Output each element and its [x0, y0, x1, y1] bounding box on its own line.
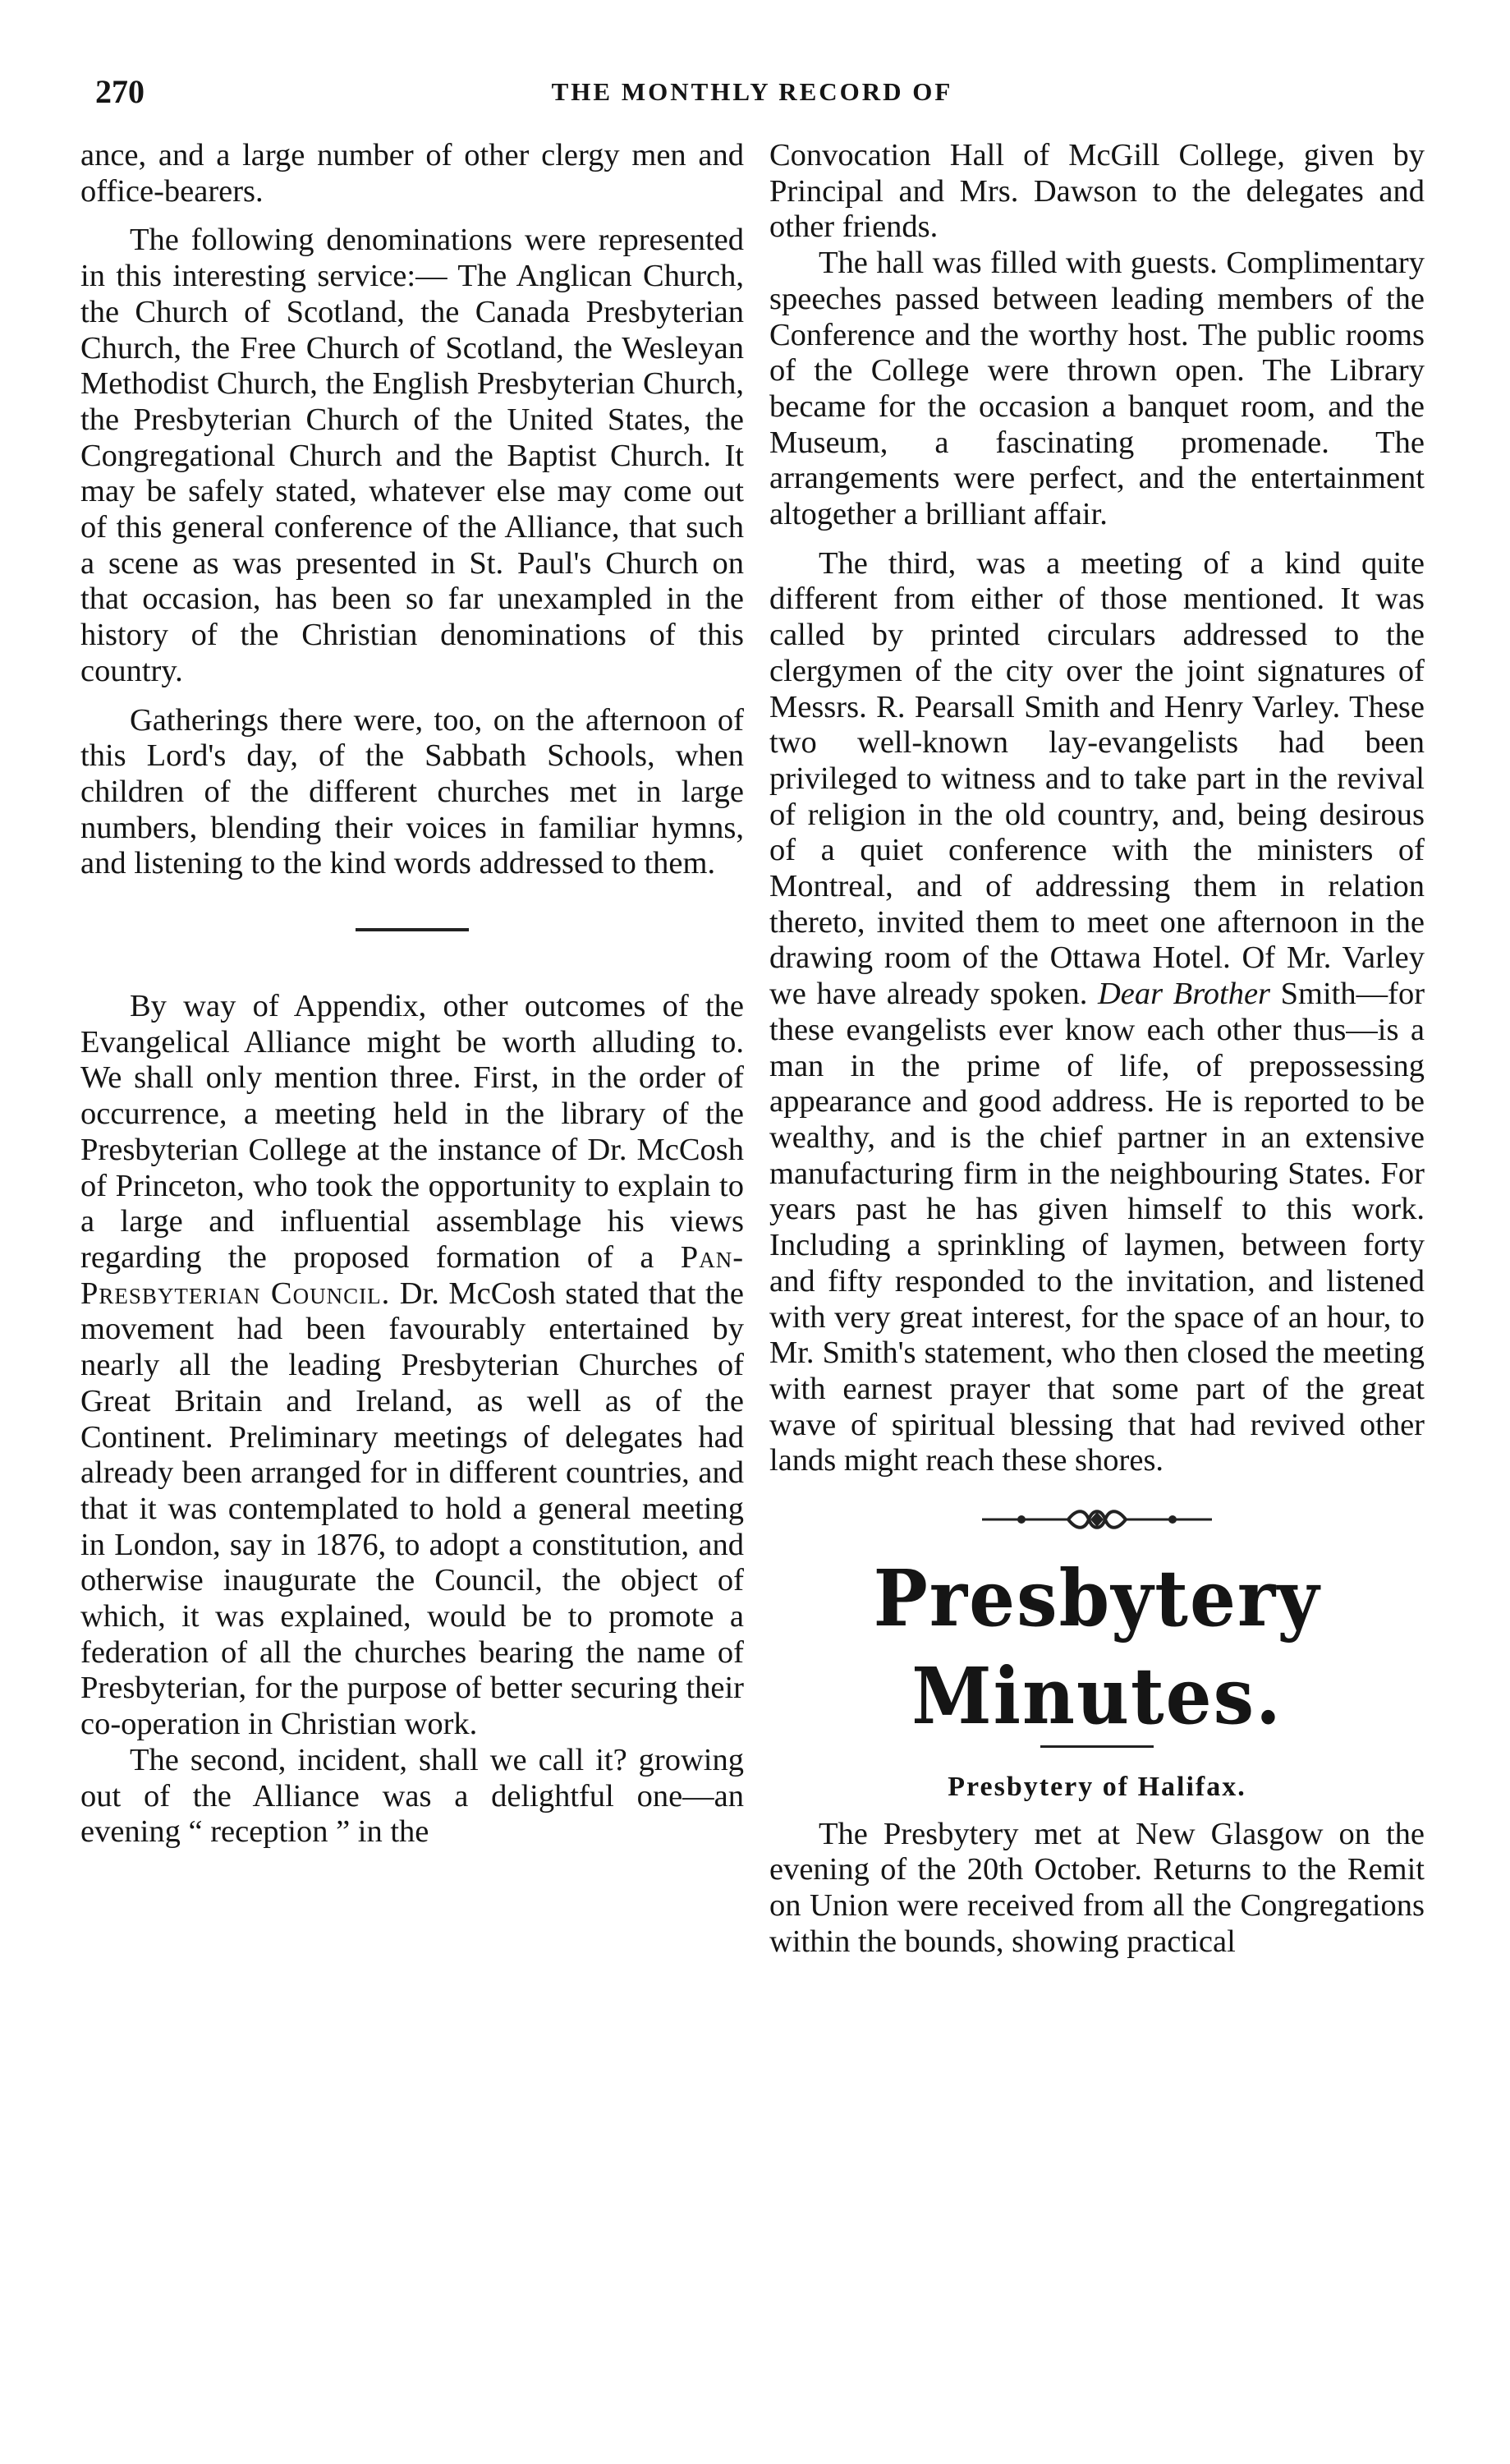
paragraph: Gatherings there were, too, on the afternoon of this Lord's day, of the Sabbath Schools, when children of the different churches met in large numbers, blending their voices in familiar hymns, and listening to the kind words addressed to them. — [80, 702, 744, 881]
paragraph: The following denominations were represented in this interesting service:— The Anglican Church, the Church of Scotland, the Canada Presbyterian Church, the Free Church of Scotland, the Wesleyan Methodist Church, the English Presbyterian Church, the Presbyterian Church of the United States, the Congregational Church and the Baptist Church. It may be safely stated, whatever else may come out of this general conference of the Alliance, that such a scene as was presented in St. Paul's Church on that occasion, has been so far unexampled in the history of the Christian denominations of this country. — [80, 223, 744, 688]
paragraph — [769, 546, 1425, 1479]
paragraph: The second, incident, shall we call it? growing out of the Alliance was a delightful one—an evening “ reception ” in the — [80, 1742, 744, 1850]
left-column — [80, 138, 744, 1850]
paragraph-text: Dr. McCosh stated that the movement had been favourably entertained by nearly all the leading Presbyterian Churches of Great Britain and Ireland, as well as of the Continent. Preliminary meetings of delegates had already been arranged for in different countries, and that it was contemplated to hold a general meeting in London, say in 1876, to adopt a constitution, and otherwise inaugurate the Council, the object of which, it was explained, would be to promote a federation of all the churches bearing the name of Presbyterian, for the purpose of better securing their co-operation in Christian work. — [80, 1276, 744, 1742]
paragraph: ance, and a large number of other clergy men and office-bearers. — [80, 138, 744, 209]
section-title: Presbytery Minutes. — [873, 1551, 1321, 1742]
page-header — [79, 72, 1425, 113]
paragraph-text: By way of Appendix, other outcomes of the Evangelical Alliance might be worth alluding to. We shall only mention three. First, in the order of occurrence, a meeting held in the library of the Presbyterian College at the instance of Dr. McCosh of Princeton, who took the opportunity to explain to a large and influential assemblage his views regarding the proposed formation of a — [80, 989, 744, 1275]
running-head: THE MONTHLY RECORD OF — [551, 77, 953, 106]
sub-title: Presbytery of Halifax. — [948, 1772, 1246, 1803]
paragraph: The hall was filled with guests. Complimentary speeches passed between leading members of the Conference and the worthy host. The public rooms of the College were thrown open. The Library became for the occasion a banquet room, and the Museum, a fascinating promenade. The arrangements were perfect, and the entertainment altogether a brilliant affair. — [769, 246, 1425, 532]
paragraph-text: Smith—for these evangelists ever know each other thus—is a man in the prime of life, of prepossessing appearance and good address. He is reported to be wealthy, and is the chief partner in an extensive manufacturing firm in the neighbouring States. For years past he has given himself to this work. Including a sprinkling of laymen, between forty and fifty responded to the invitation, and listened with very great interest, for the space of an hour, to Mr. Smith's statement, who then closed the meeting with earnest prayer that some part of the great wave of spiritual blessing that had revived other lands might reach these shores. — [769, 977, 1425, 1478]
title-rule — [1040, 1745, 1154, 1748]
right-column — [769, 138, 1425, 1961]
paragraph-text: The third, was a meeting of a kind quite different from either of those mentioned. It was called by printed circulars addressed to the clergymen of the city over the joint signatures of Messrs. R. Pearsall Smith and Henry Varley. These two well-known lay-evangelists had been privileged to witness and to take part in the revival of religion in the old country, and, being desirous of a quiet conference with the ministers of Montreal, and of addressing them in relation thereto, invited them to meet one afternoon in the drawing room of the Ottawa Hotel. Of Mr. Varley we have already spoken. — [769, 545, 1425, 1012]
council-name: Pan-Presbyterian Council. — [80, 1239, 745, 1311]
italic-text: Dear Brother — [1097, 977, 1271, 1012]
paragraph: Convocation Hall of McGill College, given by Principal and Mrs. Dawson to the delegates and other friends. — [769, 138, 1425, 245]
page-number: 270 — [95, 73, 145, 110]
paragraph — [80, 989, 744, 1743]
paragraph: The Presbytery met at New Glasgow on the evening of the 20th October. Returns to the Remit on Union were received from all the Congregations within the bounds, showing practical — [769, 1816, 1425, 1959]
printers-flourish-ornament-icon — [974, 1507, 1220, 1532]
section-separator-rule — [356, 928, 469, 931]
